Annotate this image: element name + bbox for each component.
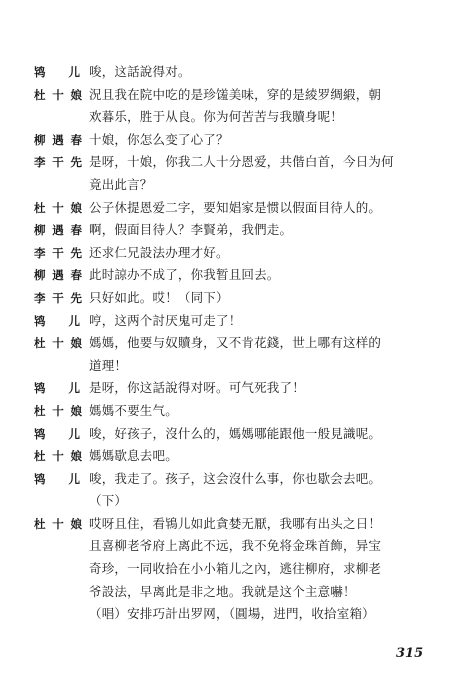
script-line [34,129,430,152]
script-line [34,61,430,84]
speaker-name: 柳遇春 [34,223,82,238]
script-line [34,219,430,242]
speaker-name: 李干先 [34,245,82,260]
speaker-name: 鸨儿 [34,381,80,396]
script-line [34,490,430,513]
dialogue-text: 啊，假面目待人？李賢弟，我們走。 [89,222,293,238]
script-line [34,355,430,378]
dialogue-text: 且喜柳老爷府上离此不远，我不免将金珠首飾，异宝 [89,538,382,554]
dialogue-text: 是呀，十娘，你我二人十分恩爱，共偕白首，今日为何 [89,154,394,170]
dialogue-text: 还求仁兄設法办理才好。 [89,244,229,260]
dialogue-text: 道理！ [89,357,128,373]
script-line [34,603,430,626]
speaker-name: 杜十娘 [34,336,82,351]
dialogue-text: 哎呀且住，看鴇儿如此貪婪无厭，我哪有出头之日！ [89,515,382,531]
script-line [34,310,430,333]
dialogue-text: 是呀，你这話說得对呀。可气死我了！ [89,380,305,396]
script-line [34,445,430,468]
script-line [34,468,430,491]
play-script [34,61,430,626]
script-line [34,377,430,400]
script-line [34,174,430,197]
script-line [34,400,430,423]
dialogue-text: 唆，这話說得对。 [89,64,191,79]
script-line [34,242,430,265]
dialogue-text: 公子休提恩爱二字，要知娼家是惯以假面目待人的。 [89,199,382,215]
dialogue-text: 媽媽不要生气。 [89,402,178,418]
script-line [34,151,430,174]
speaker-name: 鸨儿 [34,426,80,441]
speaker-name: 李干先 [34,290,82,305]
dialogue-text: 媽媽，他要与奴贖身，又不肯花錢，世上哪有这样的 [89,335,382,351]
dialogue-text: 唆，我走了。孩子，这会沒什么事，你也歇会去吧。 [89,470,382,486]
script-line [34,197,430,220]
script-line [34,423,430,446]
dialogue-text: 竟出此言？ [89,176,153,192]
speaker-name: 李干先 [34,155,82,170]
page-number: 315 [396,646,424,661]
speaker-name: 杜十娘 [34,200,82,215]
speaker-name: 鸨儿 [34,313,80,328]
script-line [34,264,430,287]
script-line [34,513,430,536]
dialogue-text: 哼，这两个討厌鬼可走了！ [89,312,242,328]
dialogue-text: 十娘，你怎么变了心了？ [89,131,229,147]
speaker-name: 柳遇春 [34,268,82,283]
dialogue-text: 此时諒办不成了，你我暂且回去。 [89,267,280,283]
script-line [34,84,430,107]
speaker-name: 鸨儿 [34,471,80,486]
speaker-name: 杜十娘 [34,449,82,464]
dialogue-text: 欢暮乐，胜于从良。你为何苦苦与我贖身呢！ [89,109,344,125]
speaker-name: 杜十娘 [34,87,82,102]
dialogue-text: 爷設法，早离此是非之地。我就是这个主意嚇！ [89,583,356,599]
script-line [34,535,430,558]
script-line [34,287,430,310]
script-line [34,106,430,129]
script-line [34,558,430,581]
dialogue-text: 只好如此。哎！（同下） [89,289,229,305]
dialogue-text: （唱）安排巧計出罗网，（圓場，进門，收拾室箱） [89,606,375,622]
speaker-name: 鸨儿 [34,65,80,79]
dialogue-text: 奇珍，一同收拾在小小箱儿之內，逃往柳府，求柳老 [89,561,382,577]
dialogue-text: 唆，好孩子，沒什么的，媽媽哪能跟他一般見識呢。 [89,425,382,441]
dialogue-text: （下） [89,493,128,509]
speaker-name: 杜十娘 [34,516,82,531]
speaker-name: 杜十娘 [34,403,82,418]
script-line [34,581,430,604]
speaker-name: 柳遇春 [34,132,82,147]
dialogue-text: 媽媽歇息去吧。 [89,448,178,464]
script-line [34,332,430,355]
dialogue-text: 況且我在院中吃的是珍馐美味，穿的是綾罗绸緞，朝 [89,86,382,102]
